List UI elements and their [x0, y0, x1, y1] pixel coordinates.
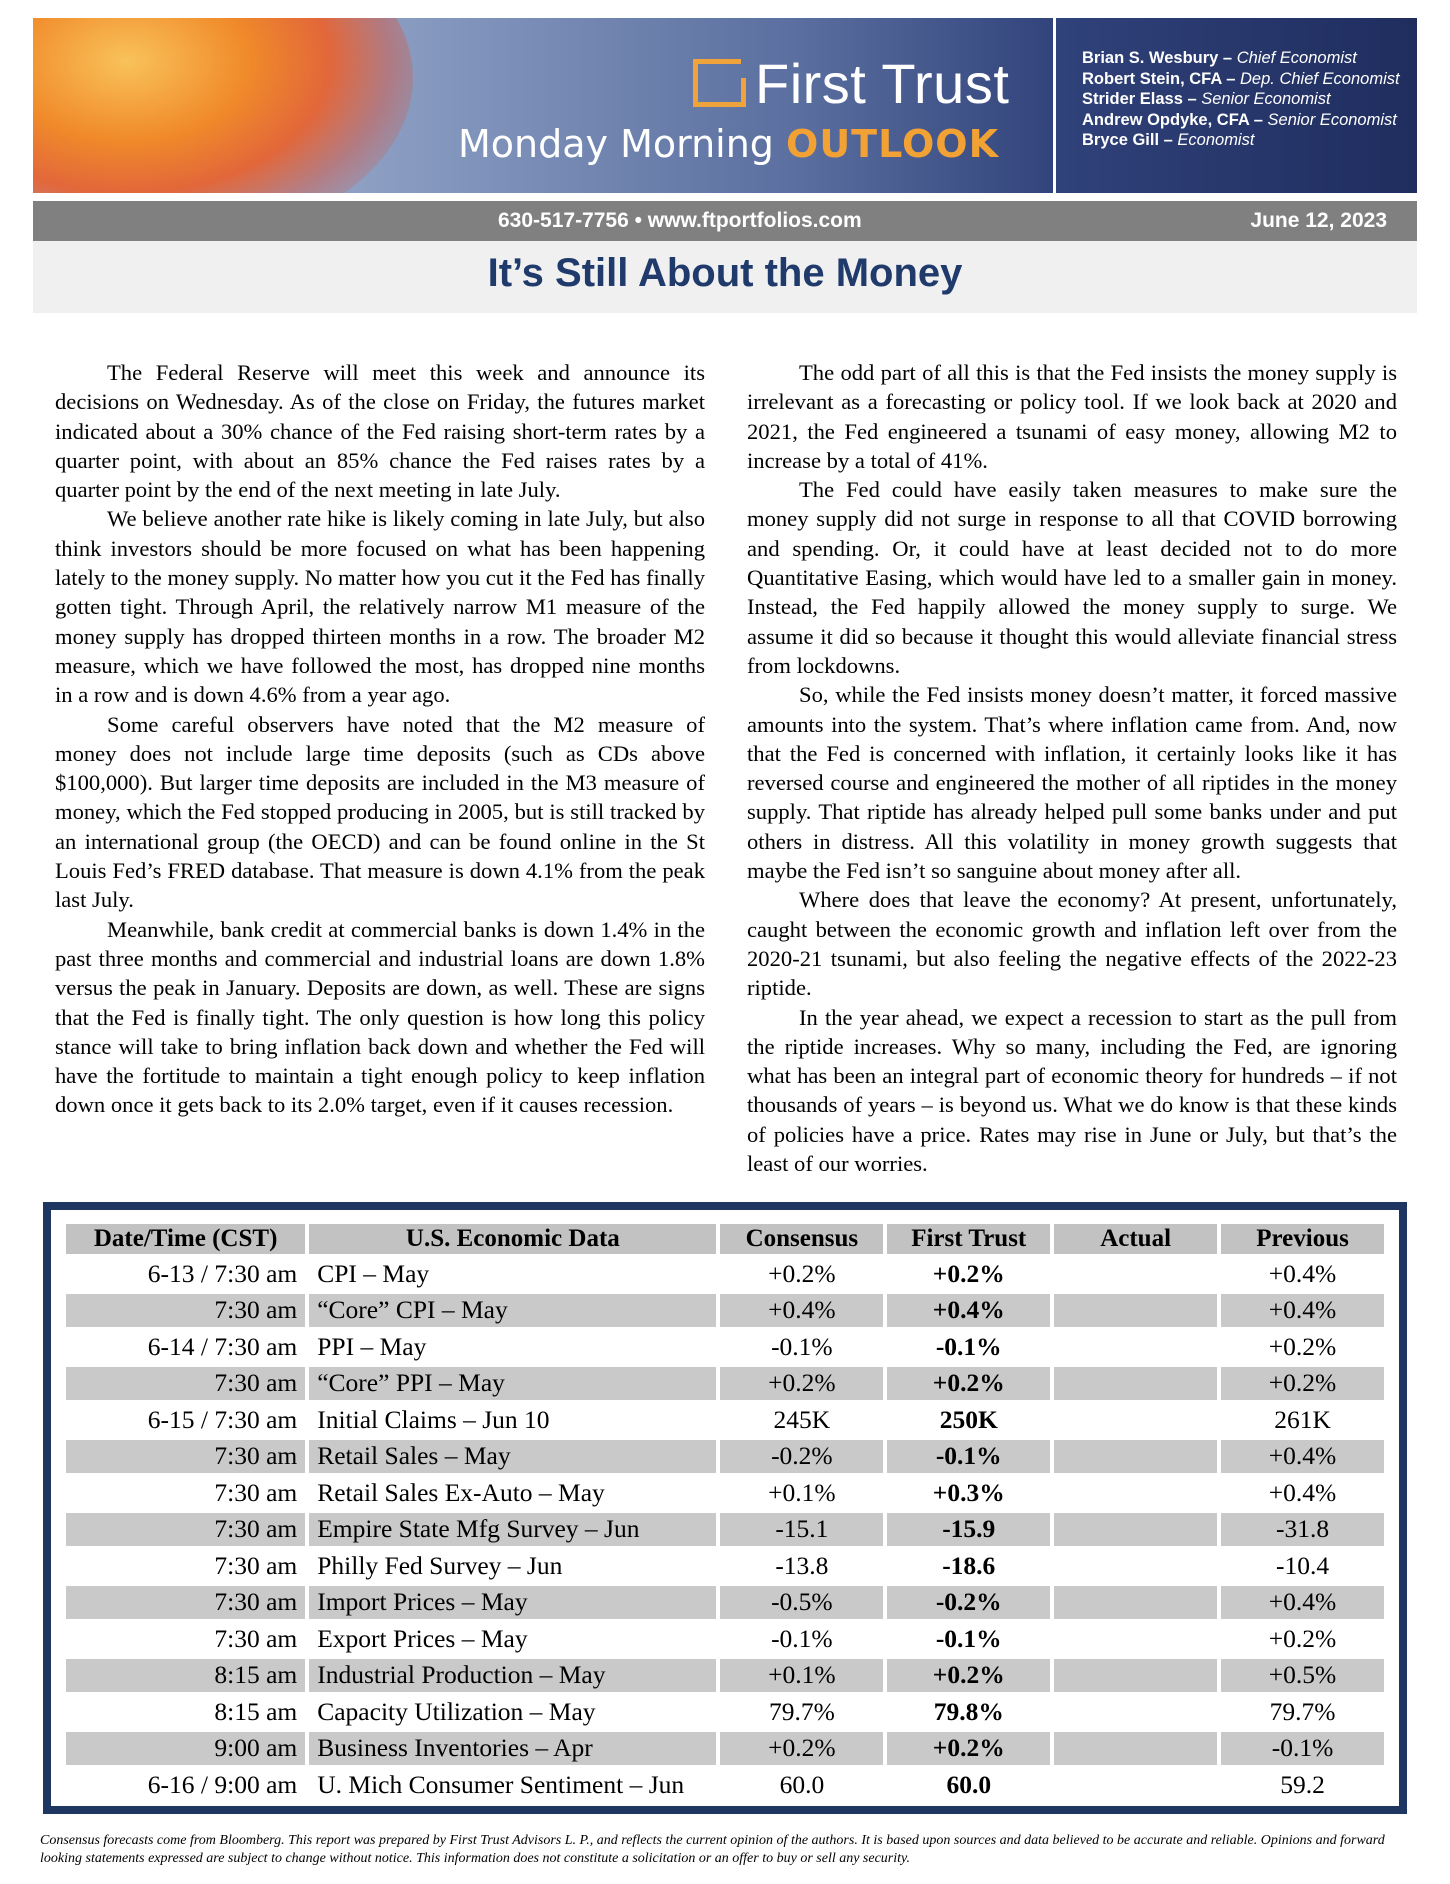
- first-trust-cell: 250K: [939, 1404, 998, 1434]
- economic-data-table: [62, 1221, 1388, 1805]
- first-trust-cell: -0.1%: [887, 1440, 1050, 1474]
- previous-cell: 261K: [1274, 1404, 1331, 1434]
- indicator-cell: “Core” CPI – May: [309, 1294, 716, 1328]
- economist-list: [1082, 48, 1400, 151]
- indicator-cell: Export Prices – May: [317, 1623, 528, 1653]
- paragraph: The Fed could have easily taken measures to make sure the money supply did not surge in response to all that COVID borrowing and spending. Or, it could have at least decided not to do more Quantitative Easing, which would have led to a smaller gain in money. Instead, the Fed happily allowed the money supply to surge. We assume it did so because it thought this would alleviate financial stress from lockdowns.: [747, 477, 1397, 678]
- disclaimer: Consensus forecasts come from Bloomberg. This report was prepared by First Trust Advisors L. P., and reflects the current opinion of the authors. It is based upon sources and data believed to be accurate and reliable. Opinions and forward looking statements expressed are subject to change without notice. This information does not constitute a solicitation or an offer to buy or sell any security.: [40, 1833, 1385, 1866]
- first-trust-cell: 60.0: [946, 1769, 992, 1799]
- indicator-cell: U. Mich Consumer Sentiment – Jun: [317, 1769, 685, 1799]
- economist-name: Strider Elass: [1082, 90, 1183, 108]
- actual-cell: [1054, 1695, 1217, 1729]
- previous-cell: +0.4%: [1268, 1258, 1337, 1288]
- paragraph: We believe another rate hike is likely coming in late July, but also think investors should be more focused on what has been happening lately to the money supply. No matter how you cut it the Fed has finally gotten tight. Through April, the relatively narrow M1 measure of the money supply has dropped thirteen months in a row. The broader M2 measure, which we have followed the most, has dropped nine months in a row and is down 4.6% from a year ago.: [55, 506, 705, 708]
- paragraph: In the year ahead, we expect a recession to start as the pull from the riptide increases. Why so many, including the Fed, are ignoring what has been an integral part of economic theory for hundreds – if not thousands of years – is beyond us. What we do know is that these kinds of policies have a price. Rates may rise in June or July, but that’s the least of our worries.: [747, 1004, 1397, 1177]
- first-trust-cell: +0.2%: [932, 1258, 1005, 1288]
- indicator-cell: “Core” PPI – May: [309, 1367, 716, 1401]
- economist-name: Andrew Opdyke, CFA: [1082, 110, 1250, 129]
- consensus-cell: +0.1%: [720, 1659, 883, 1693]
- economist-role: Economist: [1177, 131, 1255, 149]
- actual-cell: [1054, 1257, 1217, 1291]
- article-column-left: [55, 358, 705, 1120]
- date-time-cell: 7:30 am: [214, 1623, 298, 1653]
- table-row: [66, 1586, 1384, 1620]
- first-trust-cell: -0.1%: [935, 1623, 1002, 1653]
- first-trust-cell: -0.2%: [887, 1586, 1050, 1620]
- indicator-cell: CPI – May: [317, 1258, 430, 1288]
- column-header: Previous: [1221, 1224, 1384, 1254]
- first-trust-cell: +0.2%: [887, 1659, 1050, 1693]
- economist-role: Senior Economist: [1201, 90, 1331, 108]
- contact-bar: [33, 201, 1417, 241]
- economist-role: Chief Economist: [1236, 49, 1357, 67]
- table-row: [66, 1476, 1384, 1510]
- indicator-cell: Retail Sales – May: [309, 1440, 716, 1474]
- economist-entry: Brian S. Wesbury – Chief Economist: [1082, 49, 1357, 67]
- date-time-cell: 7:30 am: [66, 1586, 305, 1620]
- date-time-cell: 6-14 / 7:30 am: [147, 1331, 298, 1361]
- publication-highlight: OUTLOOK: [786, 122, 1000, 166]
- previous-cell: +0.2%: [1268, 1623, 1337, 1653]
- actual-cell: [1054, 1586, 1217, 1620]
- first-trust-cell: +0.2%: [887, 1367, 1050, 1401]
- date-time-cell: 7:30 am: [66, 1513, 305, 1547]
- table-row: [66, 1440, 1384, 1474]
- actual-cell: [1054, 1732, 1217, 1766]
- date-time-cell: 8:15 am: [66, 1659, 305, 1693]
- table-body: [66, 1257, 1384, 1802]
- actual-cell: [1054, 1294, 1217, 1328]
- paragraph: Some careful observers have noted that the M2 measure of money does not include large time deposits (such as CDs above $100,000). But larger time deposits are included in the M3 measure of money, which the Fed stopped producing in 2005, but is still tracked by an international group (the OECD) and can be found online in the St Louis Fed’s FRED database. That measure is down 4.1% from the peak last July.: [55, 711, 705, 913]
- economist-entry: Robert Stein, CFA – Dep. Chief Economist: [1082, 69, 1400, 88]
- indicator-cell: Industrial Production – May: [309, 1659, 716, 1693]
- economist-role: Dep. Chief Economist: [1240, 69, 1400, 88]
- indicator-cell: Import Prices – May: [309, 1586, 716, 1620]
- previous-cell: -10.4: [1275, 1550, 1330, 1580]
- actual-cell: [1054, 1768, 1217, 1802]
- previous-cell: -0.1%: [1221, 1732, 1384, 1766]
- actual-cell: [1054, 1513, 1217, 1547]
- consensus-cell: +0.4%: [720, 1294, 883, 1328]
- consensus-cell: -13.8: [775, 1550, 829, 1580]
- contact-info: 630-517-7756 • www.ftportfolios.com: [498, 209, 862, 232]
- first-trust-cell: +0.4%: [887, 1294, 1050, 1328]
- previous-cell: +0.4%: [1221, 1586, 1384, 1620]
- date-time-cell: 7:30 am: [66, 1294, 305, 1328]
- consensus-cell: 245K: [773, 1404, 831, 1434]
- consensus-cell: -0.1%: [771, 1623, 833, 1653]
- consensus-cell: +0.2%: [768, 1258, 836, 1288]
- economist-entry: Andrew Opdyke, CFA – Senior Economist: [1082, 110, 1397, 129]
- indicator-cell: Business Inventories – Apr: [309, 1732, 716, 1766]
- consensus-cell: -0.5%: [720, 1586, 883, 1620]
- column-header: Consensus: [720, 1224, 883, 1254]
- header-banner: [33, 18, 1417, 193]
- brand-name: First Trust: [755, 51, 1010, 115]
- actual-cell: [1054, 1403, 1217, 1437]
- paragraph: The Federal Reserve will meet this week and announce its decisions on Wednesday. As of the close on Friday, the futures market indicated about a 30% chance of the Fed raising short-term rates by a quarter point, with about an 85% chance the Fed raises rates by a quarter point by the end of the next meeting in late July.: [55, 360, 705, 503]
- paragraph: Where does that leave the economy? At present, unfortunately, caught between the economic growth and inflation left over from the 2020-21 tsunami, but also feeling the negative effects of the 2022-23 riptide.: [747, 887, 1397, 1001]
- actual-cell: [1054, 1549, 1217, 1583]
- previous-cell: +0.4%: [1268, 1477, 1337, 1507]
- consensus-cell: +0.1%: [768, 1477, 836, 1507]
- table-row: [66, 1367, 1384, 1401]
- actual-cell: [1054, 1440, 1217, 1474]
- economist-name: Bryce Gill: [1082, 131, 1160, 149]
- date-time-cell: 6-15 / 7:30 am: [147, 1404, 298, 1434]
- previous-cell: +0.2%: [1268, 1331, 1337, 1361]
- previous-cell: +0.4%: [1221, 1294, 1384, 1328]
- consensus-cell: +0.2%: [720, 1732, 883, 1766]
- first-trust-cell: -18.6: [942, 1550, 996, 1580]
- previous-cell: 59.2: [1280, 1769, 1325, 1799]
- table-row: [66, 1768, 1384, 1802]
- actual-cell: [1054, 1367, 1217, 1401]
- first-trust-cell: 79.8%: [933, 1696, 1004, 1726]
- previous-cell: 79.7%: [1269, 1696, 1336, 1726]
- paragraph: Meanwhile, bank credit at commercial banks is down 1.4% in the past three months and commercial and industrial loans are down 1.8% versus the peak in January. Deposits are down, as well. These are signs that the Fed is finally tight. The only question is how long this policy stance will take to bring inflation back down and whether the Fed will have the fortitude to maintain a tight enough policy to keep inflation down once it gets back to its 2.0% target, even if it causes recession.: [55, 916, 705, 1118]
- column-header: Date/Time (CST): [66, 1224, 305, 1254]
- consensus-cell: -0.1%: [771, 1331, 833, 1361]
- first-trust-cell: -0.1%: [935, 1331, 1002, 1361]
- first-trust-cell: +0.2%: [887, 1732, 1050, 1766]
- logo-mark-icon: [693, 59, 741, 107]
- table-row: [66, 1403, 1384, 1437]
- previous-cell: +0.4%: [1221, 1440, 1384, 1474]
- date-time-cell: 7:30 am: [214, 1477, 298, 1507]
- first-trust-cell: -15.9: [887, 1513, 1050, 1547]
- paragraph: The odd part of all this is that the Fed insists the money supply is irrelevant as a forecasting or policy tool. If we look back at 2020 and 2021, the Fed engineered a tsunami of easy money, allowing M2 to increase by a total of 41%.: [747, 360, 1397, 473]
- economist-entry: Strider Elass – Senior Economist: [1082, 90, 1331, 108]
- date-time-cell: 8:15 am: [214, 1696, 298, 1726]
- indicator-cell: PPI – May: [317, 1331, 427, 1361]
- table-row: [66, 1257, 1384, 1291]
- table-row: [66, 1330, 1384, 1364]
- consensus-cell: -15.1: [720, 1513, 883, 1547]
- date-time-cell: 9:00 am: [66, 1732, 305, 1766]
- publication-name: [458, 122, 999, 166]
- economic-calendar: [43, 1202, 1407, 1814]
- publication-prefix: Monday Morning: [458, 122, 787, 166]
- indicator-cell: Capacity Utilization – May: [317, 1696, 596, 1726]
- indicator-cell: Philly Fed Survey – Jun: [317, 1550, 563, 1580]
- table-row: [66, 1549, 1384, 1583]
- indicator-cell: Initial Claims – Jun 10: [317, 1404, 550, 1434]
- actual-cell: [1054, 1659, 1217, 1693]
- previous-cell: +0.5%: [1221, 1659, 1384, 1693]
- date-time-cell: 6-13 / 7:30 am: [147, 1258, 298, 1288]
- consensus-cell: +0.2%: [720, 1367, 883, 1401]
- title-band: [33, 241, 1417, 313]
- economist-name: Robert Stein, CFA: [1082, 69, 1222, 88]
- table-header-row: [66, 1224, 1384, 1254]
- actual-cell: [1054, 1622, 1217, 1656]
- date-time-cell: 6-16 / 9:00 am: [147, 1769, 298, 1799]
- date-time-cell: 7:30 am: [214, 1550, 298, 1580]
- table-row: [66, 1513, 1384, 1547]
- consensus-cell: 60.0: [779, 1769, 825, 1799]
- actual-cell: [1054, 1476, 1217, 1510]
- date-time-cell: 7:30 am: [66, 1440, 305, 1474]
- article-title: It’s Still About the Money: [487, 251, 963, 295]
- economist-name: Brian S. Wesbury: [1082, 49, 1219, 67]
- consensus-cell: -0.2%: [720, 1440, 883, 1474]
- table-row: [66, 1659, 1384, 1693]
- brand-logo: [693, 48, 1009, 118]
- previous-cell: +0.2%: [1221, 1367, 1384, 1401]
- economist-entry: Bryce Gill – Economist: [1082, 131, 1255, 149]
- column-header: U.S. Economic Data: [309, 1224, 716, 1254]
- table-row: [66, 1622, 1384, 1656]
- publication-date: June 12, 2023: [1250, 209, 1387, 232]
- banner-divider: [1053, 18, 1056, 193]
- table-row: [66, 1732, 1384, 1766]
- column-header: Actual: [1054, 1224, 1217, 1254]
- first-trust-cell: +0.3%: [932, 1477, 1005, 1507]
- sunrise-graphic: [33, 18, 413, 193]
- article-column-right: [747, 358, 1397, 1178]
- paragraph: So, while the Fed insists money doesn’t matter, it forced massive amounts into the system. That’s where inflation came from. And, now that the Fed is concerned with inflation, it certainly looks like it has reversed course and engineered the mother of all riptides in the money supply. That riptide has already helped pull some banks under and put others in distress. All this volatility in money growth suggests that maybe the Fed isn’t so sanguine about money after all.: [747, 682, 1397, 884]
- column-header: First Trust: [887, 1224, 1050, 1254]
- economist-role: Senior Economist: [1267, 110, 1397, 129]
- table-row: [66, 1294, 1384, 1328]
- indicator-cell: Empire State Mfg Survey – Jun: [309, 1513, 716, 1547]
- actual-cell: [1054, 1330, 1217, 1364]
- indicator-cell: Retail Sales Ex-Auto – May: [317, 1477, 605, 1507]
- previous-cell: -31.8: [1221, 1513, 1384, 1547]
- table-row: [66, 1695, 1384, 1729]
- consensus-cell: 79.7%: [768, 1696, 835, 1726]
- date-time-cell: 7:30 am: [66, 1367, 305, 1401]
